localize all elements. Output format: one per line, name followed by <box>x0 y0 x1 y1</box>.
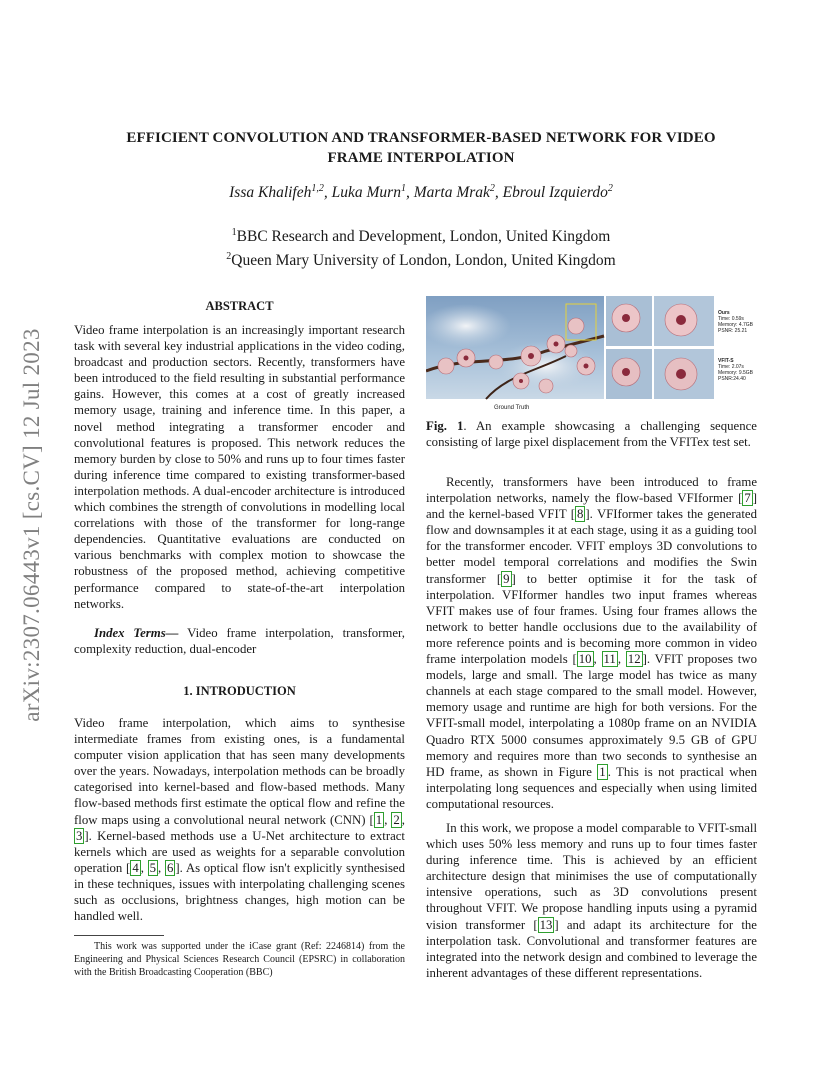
citation-link[interactable]: 4 <box>132 860 139 875</box>
text-run: . As optical flow isn't explicitly synthesised in these techniques, issues with interpolating challenging scenes such as occlusions, brightness changes, high motion can be handled well. <box>74 860 406 924</box>
introduction-paragraph: Video frame interpolation, which aims to synthesise intermediate frames from existing ones, is a fundamental computer vision application that has seen many developments over the years. Nowadays, interpolation methods can be broadly categorised into kernel-based and flow-based methods. Many flow-based methods first estimate the optical flow and refine the flow maps using a convolutional neural network (CNN) [ 1 , 2 , 3 ]. Kernel-based methods use a U-Net architecture to extract kernels which are used as weights for a separable convolution operation [ 4 , 5 , 6 ]. As optical flow isn't explicitly synthesised in these techniques, issues with interpolating challenging scenes such as occlusions, brightness changes, high motion can be handled well. <box>74 716 406 924</box>
author-list: Issa Khalifeh$^{1,2}$, Luka Murn$^1$, Marta Mrak$^2$, Ebroul Izquierdo$^2$ <box>229 183 613 202</box>
figure-1 <box>426 296 757 416</box>
affiliation-text: BBC Research and Development, London, United Kingdom <box>236 228 611 246</box>
index-terms-text: Video frame interpolation, transformer, complexity reduction, dual-encoder <box>74 626 405 657</box>
abstract-heading: ABSTRACT <box>205 299 274 313</box>
citation-link[interactable]: 6 <box>166 860 174 875</box>
citation-link[interactable]: 12 <box>627 652 641 667</box>
citation-link[interactable]: 2 <box>393 812 400 827</box>
text-run: Video frame interpolation, which aims to synthesise intermediate frames from existing ones, is a fundamental computer vision application that has seen many developments over the years. Nowadays, interpolation methods can be broadly categorised into kernel-based and flow-based methods. Many flow-based methods first estimate the optical flow and refine the flow maps using a convolutional neural network (CNN) <box>74 716 405 827</box>
author-name: Ebroul Izquierdo <box>502 184 608 202</box>
introduction-heading: 1. INTRODUCTION <box>183 684 296 698</box>
index-terms-label: Index Terms— <box>94 626 179 640</box>
author-name: Issa Khalifeh <box>229 184 312 202</box>
figure-1-caption <box>426 418 757 450</box>
ours-stats <box>718 310 753 334</box>
text-run: . This is not practical when interpolating long sequences and especially when using limited computational resources. <box>426 764 757 811</box>
affiliations <box>60 223 782 271</box>
caption-text: . An example showcasing a challenging sequence consisting of large pixel displacement from the VFITex test set. <box>426 419 757 449</box>
vfit-memory: Memory: 9.5GB <box>718 370 754 376</box>
ours-time: Time: 0.59s <box>718 316 744 322</box>
text-run: Recently, transformers have been introduced to frame interpolation networks, namely the flow-based VFIformer <box>426 475 757 506</box>
vfit-psnr: PSNR:24.40 <box>718 376 746 382</box>
citation-link[interactable]: 9 <box>503 571 510 586</box>
index-terms <box>74 625 405 657</box>
arxiv-id-text: arXiv:2307.06443v1 [cs.CV] 12 Jul 2023 <box>19 328 44 722</box>
text-run: . Kernel-based methods use a U-Net architecture to extract kernels which are used as weights for a separable convolution operation <box>74 828 405 875</box>
ground-truth-label: Ground Truth <box>494 405 530 411</box>
ground-truth-panel <box>426 296 604 399</box>
affiliation-sup: 2 <box>226 251 232 263</box>
affiliation-line <box>60 223 782 247</box>
title-line-1: EFFICIENT CONVOLUTION AND TRANSFORMER-BASED NETWORK FOR VIDEO <box>126 130 716 146</box>
citation-link[interactable]: 1 <box>375 812 383 827</box>
ours-label: Ours <box>718 310 730 316</box>
author-affil-sup: 1,2 <box>311 183 324 194</box>
figure-link[interactable]: 1 <box>599 764 606 779</box>
author-affil-sup: 2 <box>607 183 613 194</box>
citation-link[interactable]: 11 <box>603 652 616 667</box>
affiliation-line <box>60 247 782 271</box>
citation-link[interactable]: 10 <box>578 652 592 667</box>
vfit-crop-panels <box>606 349 714 399</box>
citation-link[interactable]: 3 <box>76 828 83 843</box>
citation-link[interactable]: 13 <box>539 917 553 932</box>
author-name: Luka Murn <box>331 184 401 202</box>
figure-1-image <box>426 296 757 416</box>
author-affil-sup: 1 <box>400 183 406 194</box>
ours-memory: Memory: 4.7GB <box>718 322 754 328</box>
vfit-stats <box>718 358 753 382</box>
text-run: . VFIT proposes two models, large and small. The large model has twice as many channels at each stage compared to the small model. However, memory usage and runtime are high for both versions. For the VFIT-small model, interpolating a 1080p frame on an NVIDIA Quadro RTX 5000 consumes approximately 9.5 GB of GPU memory and requires more than two seconds to synthesise an HD frame, as shown in Figure <box>426 652 757 779</box>
author-name: Marta Mrak <box>413 184 490 202</box>
citation-link[interactable]: 7 <box>744 491 751 506</box>
text-run: to better optimise it for the task of interpolation. VFIformer handles two input frames whereas VFIT makes use of four frames. Using four frames allows the network to better handle occlusions due to the availability of more reference points and is becoming more common in video frame interpolation models <box>426 571 757 667</box>
vfit-label: VFIT-S <box>718 358 734 364</box>
abstract-body: Video frame interpolation is an increasingly important research task with several key industrial applications in the video coding, broadcast and production sectors. Recently, transformers have been introduced to the field resulting in substantial performance gains. However, this comes at a cost of greatly increased memory usage, training and inference time. In this paper, a novel method integrating a transformer encoder and convolutional features is proposed. This network reduces the memory burden by close to 50% and runs up to four times faster during inference time compared to existing transformer-based interpolation methods. A dual-encoder architecture is introduced which combines the strength of convolutions in modelling local correlations with those of the transformer for long-range dependencies. Quantitative evaluations are conducted on various benchmarks with complex motion to showcase the robustness of the proposed method, achieving competitive performance compared to state-of-the-art interpolation networks. <box>74 323 405 611</box>
affiliation-text: Queen Mary University of London, London, United Kingdom <box>231 252 616 270</box>
ours-psnr: PSNR: 25.21 <box>718 328 748 334</box>
text-run: and the kernel-based VFIT <box>426 507 571 522</box>
intro-right-paragraph-2: In this work, we propose a model comparable to VFIT-small which uses 50% less memory and runs up to four times faster during inference time. This is achieved by an efficient architecture design that minimises the use of computationally intensive operations, such as 3D convolutions present throughout VFIT. We propose handling inputs using a pyramid vision transformer [ 13 ] and adapt its architecture for the interpolation task. Convolutional and transformer features are integrated into the network design and combined to leverage the inherent advantages of these different representations. <box>426 821 757 980</box>
arxiv-sidebar-identifier <box>12 295 52 755</box>
citation-link[interactable]: 8 <box>576 507 584 522</box>
affiliation-sup: 1 <box>231 227 237 238</box>
ours-crop-panels <box>606 296 714 346</box>
footnote-rule <box>74 935 164 936</box>
title-line-2: FRAME INTERPOLATION <box>327 150 515 166</box>
citation-link[interactable]: 5 <box>149 860 157 875</box>
intro-right-paragraph-1: Recently, transformers have been introduced to frame interpolation networks, namely the flow-based VFIformer [ 7 ] and the kernel-based VFIT [ 8 ]. VFIformer takes the generated flow and downsamples it at each stage, using it as a guiding tool for the transformer encoder. VFIT employs 3D convolutions to better model temporal correlations and modifies the Swin transformer [ 9 ] to better optimise it for the task of interpolation. VFIformer handles two input frames whereas VFIT makes use of four frames. Using four frames allows the network to better handle occlusions due to the availability of more reference points and is becoming more common in video frame interpolation models [ 10 , 11 , 12 ]. VFIT proposes two models, large and small. The large model has twice as many channels at each stage compared to the small model. However, memory usage and runtime are high for both versions. For the VFIT-small model, interpolating a 1080p frame on an NVIDIA Quadro RTX 5000 consumes approximately 9.5 GB of GPU memory and requires more than two seconds to synthesise an HD frame, as shown in Figure 1 . This is not practical when interpolating long sequences and especially when using limited computational resources. <box>426 475 757 811</box>
footnote: This work was supported under the iCase grant (Ref: 2246814) from the Engineering and Physical Sciences Research Council (EPSRC) in collaboration with the British Broadcasting Cooperation (BBC) <box>74 941 405 978</box>
vfit-time: Time: 2.07s <box>718 364 744 370</box>
text-run: and adapt its architecture for the interpolation task. Convolutional and transformer features are integrated into the network design and combined to leverage the inherent advantages of these different representations. <box>426 917 757 980</box>
text-run: . VFIformer takes the generated flow and downsamples it at each stage, using it as a guiding tool for the transformer encoder. VFIT employs 3D convolutions to better model temporal correlations and modifies the Swin transformer <box>426 507 757 586</box>
author-affil-sup: 2 <box>489 183 495 194</box>
caption-label: Fig. 1 <box>426 419 464 433</box>
paper-title <box>60 128 782 168</box>
text-run: In this work, we propose a model comparable to VFIT-small which uses 50% less memory and runs up to four times faster during inference time. This is achieved by an efficient architecture design that minimises the use of computationally intensive operations, such as 3D convolutions present throughout VFIT. We propose handling inputs using a pyramid vision transformer <box>426 821 757 932</box>
